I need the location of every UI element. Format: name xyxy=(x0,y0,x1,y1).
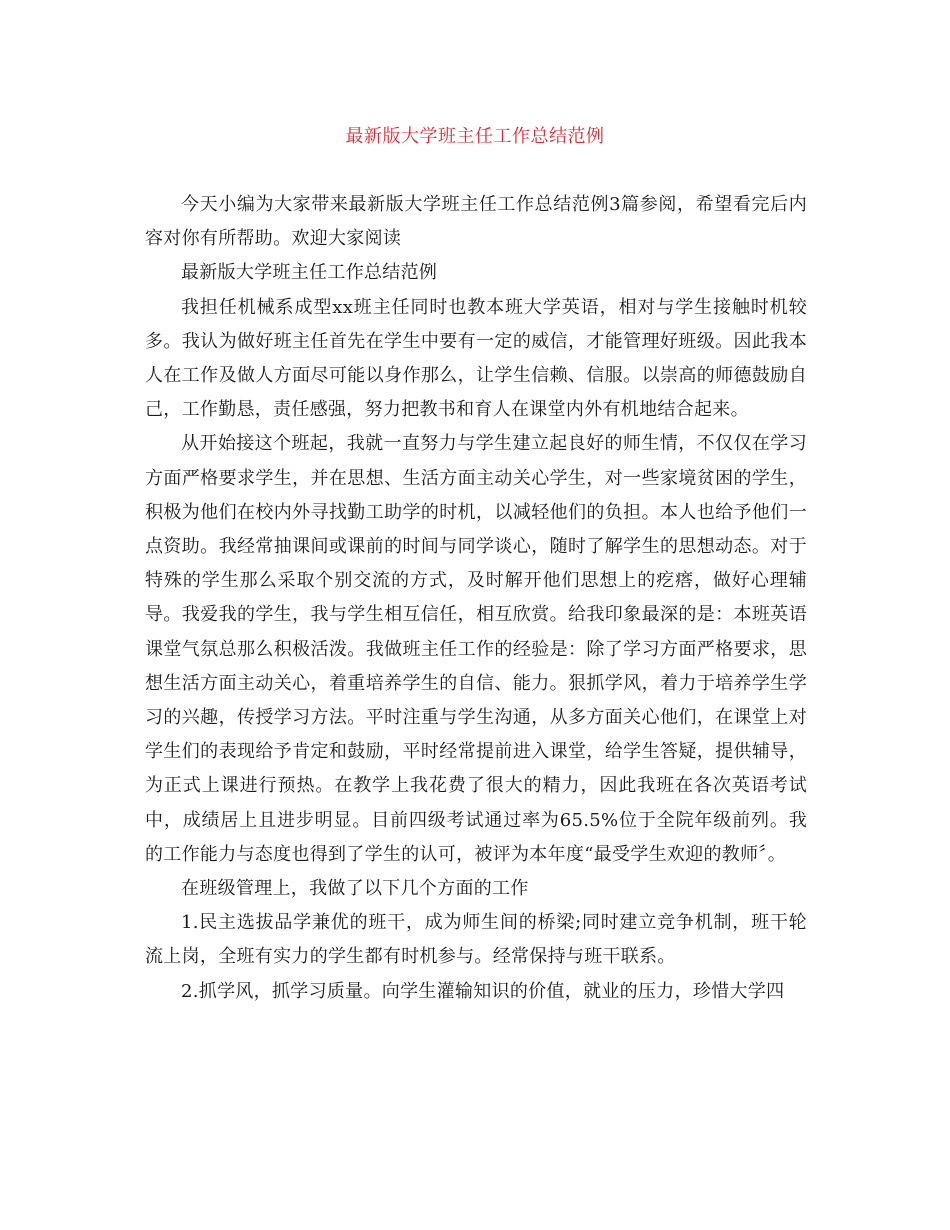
paragraph-item-1: 1.民主选拔品学兼优的班干，成为师生间的桥梁;同时建立竞争机制，班干轮流上岗，全班有实力的学生都有时机参与。经常保持与班干联系。 xyxy=(145,912,807,968)
paragraph-intro: 今天小编为大家带来最新版大学班主任工作总结范例3篇参阅，希望看完后内容对你有所帮助。欢迎大家阅读 xyxy=(145,194,807,250)
paragraph-subtitle: 最新版大学班主任工作总结范例 xyxy=(181,262,438,284)
paragraph-role: 我担任机械系成型xx班主任同时也教本班大学英语，相对与学生接触时机较多。我认为做好班主任首先在学生中要有一定的威信，才能管理好班级。因此我本人在工作及做人方面尽可能以身作那么，让学生信赖、信服。以崇高的师德鼓励自己，工作勤恳，责任感强，努力把教书和育人在课堂内外有机地结合起来。 xyxy=(145,296,807,421)
document-title: 最新版大学班主任工作总结范例 xyxy=(345,126,605,147)
document-body xyxy=(145,188,807,1009)
paragraph-item-2: 2.抓学风，抓学习质量。向学生灌输知识的价值，就业的压力，珍惜大学四 xyxy=(181,980,785,1002)
paragraph-experience: 从开始接这个班起，我就一直努力与学生建立起良好的师生情，不仅仅在学习方面严格要求学生，并在思想、生活方面主动关心学生，对一些家境贫困的学生，积极为他们在校内外寻找勤工助学的时机，以减轻他们的负担。本人也给予他们一点资助。我经常抽课间或课前的时间与同学谈心，随时了解学生的思想动态。对于特殊的学生那么采取个别交流的方式，及时解开他们思想上的疙瘩，做好心理辅导。我爱我的学生，我与学生相互信任，相互欣赏。给我印象最深的是：本班英语课堂气氛总那么积极活泼。我做班主任工作的经验是：除了学习方面严格要求，思想生活方面主动关心，着重培养学生的自信、能力。狠抓学风，着力于培养学生学习的兴趣，传授学习方法。平时注重与学生沟通，从多方面关心他们，在课堂上对学生们的表现给予肯定和鼓励，平时经常提前进入课堂，给学生答疑，提供辅导，为正式上课进行预热。在教学上我花费了很大的精力，因此我班在各次英语考试中，成绩居上且进步明显。目前四级考试通过率为65.5%位于全院年级前列。我的工作能力与态度也得到了学生的认可，被评为本年度“最受学生欢迎的教师〞。 xyxy=(145,433,807,865)
paragraph-management-heading: 在班级管理上，我做了以下几个方面的工作 xyxy=(181,878,529,900)
